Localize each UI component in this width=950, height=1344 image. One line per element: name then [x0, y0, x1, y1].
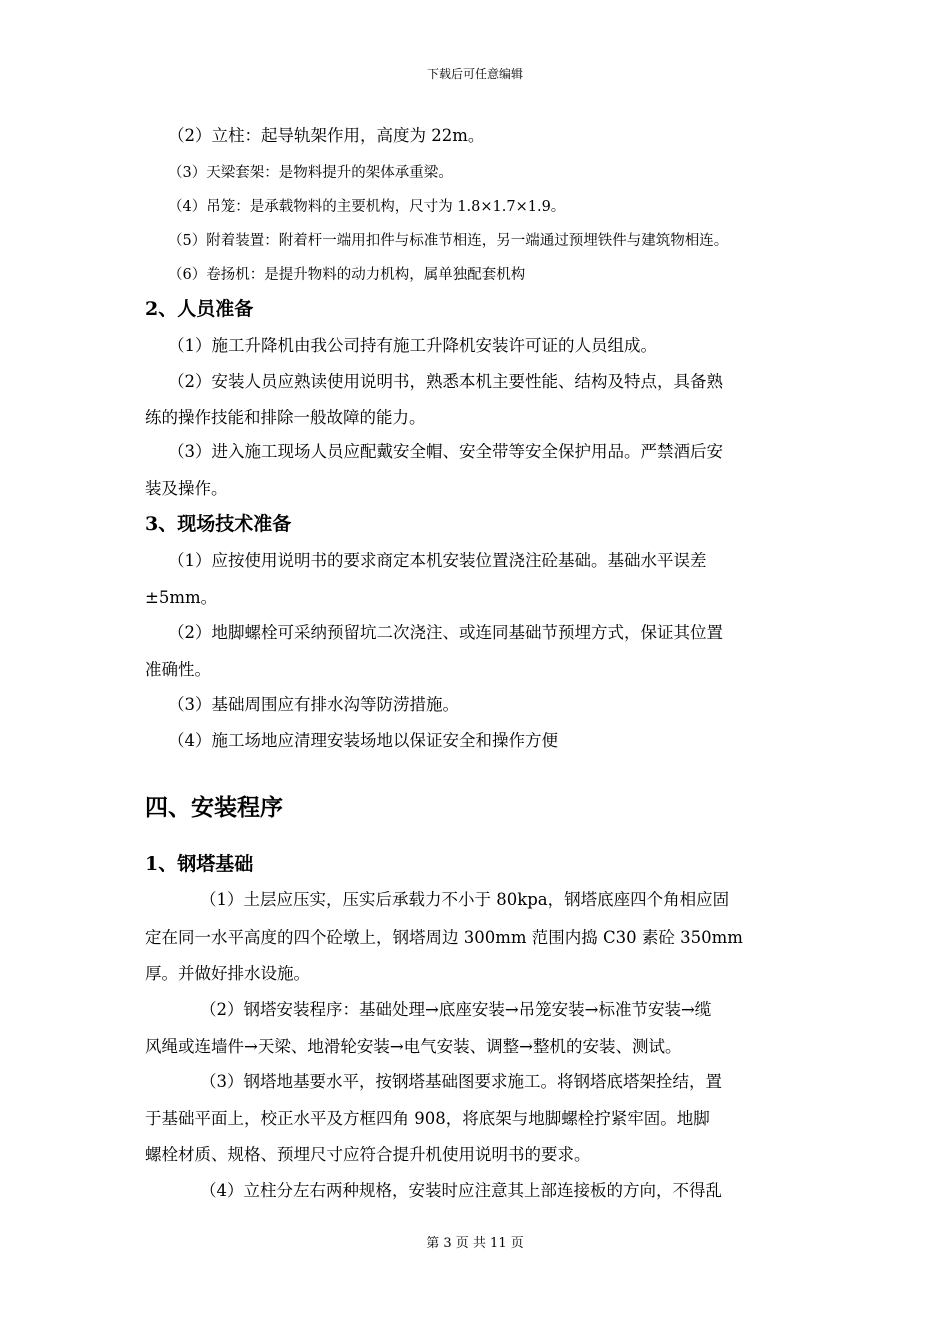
paragraph-line: （2）钢塔安装程序：基础处理→底座安装→吊笼安装→标准节安装→缆 [200, 1000, 712, 1019]
paragraph-line: （4）立柱分左右两种规格，安装时应注意其上部连接板的方向，不得乱 [200, 1181, 722, 1200]
section-heading: 2、人员准备 [145, 298, 254, 320]
paragraph-line: （2）立柱：起导轨架作用，高度为 22m。 [168, 126, 485, 145]
chapter-heading: 四、安装程序 [145, 794, 283, 821]
paragraph-line: （6）卷扬机：是提升物料的动力机构，属单独配套机构 [168, 267, 526, 283]
paragraph-line: 练的操作技能和排除一般故障的能力。 [145, 408, 426, 427]
paragraph-line: （3）天梁套架：是物料提升的架体承重梁。 [168, 165, 453, 181]
paragraph-line: （1）土层应压实，压实后承载力不小于 80kpa，钢塔底座四个角相应固 [200, 890, 730, 909]
paragraph-line: 风绳或连墙件→天梁、地滑轮安装→电气安装、调整→整机的安装、测试。 [145, 1037, 682, 1056]
paragraph-line: （4）施工场地应清理安装场地以保证安全和操作方便 [168, 731, 558, 750]
paragraph-line: （3）基础周围应有排水沟等防涝措施。 [168, 695, 459, 714]
paragraph-line: （5）附着装置：附着杆一端用扣件与标准节相连，另一端通过预埋铁件与建筑物相连。 [168, 233, 729, 249]
paragraph-line: （1）应按使用说明书的要求商定本机安装位置浇注砼基础。基础水平误差 [168, 551, 707, 570]
paragraph-line: （3）钢塔地基要水平，按钢塔基础图要求施工。将钢塔底塔架拴结，置 [200, 1072, 722, 1091]
paragraph-line: 于基础平面上，校正水平及方框四角 908，将底架与地脚螺栓拧紧牢固。地脚 [145, 1109, 710, 1128]
page-footer: 第 3 页 共 11 页 [426, 1236, 524, 1251]
paragraph-line: 厚。并做好排水设施。 [145, 964, 310, 983]
page-header: 下载后可任意编辑 [426, 67, 523, 81]
paragraph-line: （1）施工升降机由我公司持有施工升降机安装许可证的人员组成。 [168, 336, 657, 355]
paragraph-line: ±5mm。 [145, 588, 218, 607]
paragraph-line: 螺栓材质、规格、预埋尺寸应符合提升机使用说明书的要求。 [145, 1145, 591, 1164]
paragraph-line: 定在同一水平高度的四个砼墩上，钢塔周边 300mm 范围内捣 C30 素砼 350mm [145, 928, 743, 947]
paragraph-line: （3）进入施工现场人员应配戴安全帽、安全带等安全保护用品。严禁酒后安 [168, 442, 723, 461]
paragraph-line: （2）安装人员应熟读使用说明书，熟悉本机主要性能、结构及特点，具备熟 [168, 372, 723, 391]
section-heading: 1、钢塔基础 [145, 853, 254, 875]
paragraph-line: 准确性。 [145, 660, 211, 679]
paragraph-line: （2）地脚螺栓可采纳预留坑二次浇注、或连同基础节预埋方式，保证其位置 [168, 623, 723, 642]
paragraph-line: 装及操作。 [145, 479, 228, 498]
section-heading: 3、现场技术准备 [145, 513, 292, 535]
paragraph-line: （4）吊笼：是承载物料的主要机构，尺寸为 1.8×1.7×1.9。 [168, 199, 566, 215]
